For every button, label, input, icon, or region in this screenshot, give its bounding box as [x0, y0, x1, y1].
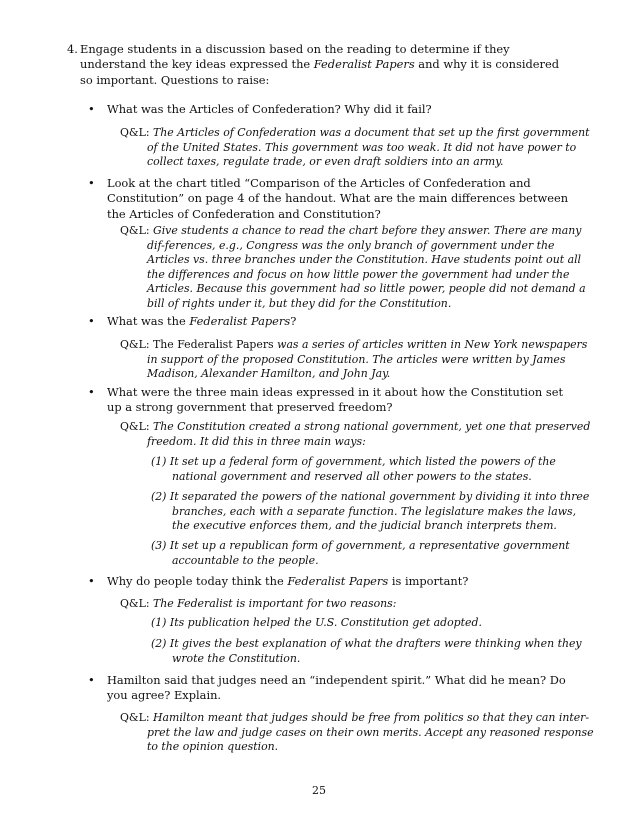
question-text: What was the Federalist Papers?	[107, 314, 297, 328]
point-number: (1)	[151, 616, 167, 629]
question-text: Look at the chart titled “Comparison of the Articles of Confederation and Constitution” on page 4 of the handout. What are the main differences between the Articles of Confederation and Constitution?	[107, 176, 569, 221]
answer-4	[120, 420, 599, 449]
bullet: •	[88, 314, 95, 328]
qa-label: Q&L:	[120, 126, 150, 139]
point-text: It gives the best explanation of what the drafters were thinking when they wrote the Constitution.	[169, 637, 582, 665]
discussion-item	[67, 42, 572, 88]
answer-text: The Constitution created a strong national government, yet one that preserved freedom. It did this in three main ways:	[147, 420, 591, 448]
qa-label: Q&L:	[120, 224, 150, 237]
answer-6	[120, 711, 599, 755]
bullet: •	[88, 385, 95, 399]
question-text: What were the three main ideas expressed in it about how the Constitution set up a strong government that preserved freedom?	[107, 385, 564, 415]
answer-text: Hamilton meant that judges should be free from politics so that they can inter-pret the law and judge cases on their own merits. Accept any reasoned response to the opinion question.	[147, 711, 594, 754]
answer-5	[120, 597, 599, 612]
answer-1	[120, 126, 599, 170]
qa-label: Q&L:	[120, 338, 150, 351]
qa-label: Q&L:	[120, 711, 150, 724]
answer-5-point-1	[151, 616, 593, 631]
question-text: What was the Articles of Confederation? Why did it fail?	[107, 102, 432, 116]
question-6	[88, 673, 572, 704]
point-text: It set up a republican form of government, a representative government accountable to the people.	[169, 539, 570, 567]
question-5	[88, 574, 572, 589]
item-intro-text: Engage students in a discussion based on the reading to determine if they understand the key ideas expressed the	[80, 42, 510, 72]
bullet: •	[88, 574, 95, 588]
qa-label: Q&L:	[120, 597, 150, 610]
item-intro-title: Federalist Papers	[313, 57, 415, 72]
question-2	[88, 176, 572, 222]
answer-3: Q&L: The Federalist Papers was a series of articles written in New York newspapers in support of the proposed Constitution. The articles were written by James Madison, Alexander Hamilton, and John Jay.	[120, 338, 588, 381]
answer-text: The Articles of Confederation was a document that set up the first government of the United States. This government was too weak. It did not have power to collect taxes, regulate trade, or even draft soldiers into an army.	[147, 126, 590, 169]
question-title: Federalist Papers	[189, 314, 291, 328]
item-intro-text-end: and why it is considered so important. Questions to raise:	[80, 57, 559, 87]
answer-4-point-2	[151, 490, 593, 534]
question-text: Why do people today think the Federalist Papers is important?	[107, 574, 469, 588]
question-3	[88, 314, 572, 329]
question-1	[88, 102, 572, 117]
answer-2	[120, 224, 599, 312]
question-text: Hamilton said that judges need an “independent spirit.” What did he mean? Do you agree? Explain.	[107, 673, 566, 703]
answer-4-point-1	[151, 455, 593, 484]
point-number: (2)	[151, 490, 167, 503]
point-text: Its publication helped the U.S. Constitution get adopted.	[169, 616, 482, 629]
answer-text: The Federalist is important for two reasons:	[153, 597, 397, 610]
answer-5-point-2	[151, 637, 593, 666]
page-number: 25	[312, 784, 326, 797]
answer-text: Give students a chance to read the chart before they answer. There are many dif-ferences, e.g., Congress was the only branch of government under the Articles vs. three branches under the Constitution. Have students point out all the differences and focus on how little power the government had under the Articles. Because this government had so little power, people did not demand a bill of rights under it, but they did for the Constitution.	[147, 224, 586, 310]
question-title: Federalist Papers	[287, 574, 389, 588]
bullet: •	[88, 176, 95, 190]
answer-text: was a series of articles written in New York newspapers in support of the proposed Constitution. The articles were written by James Madison, Alexander Hamilton, and John Jay.	[147, 338, 588, 381]
question-4	[88, 385, 572, 416]
point-text: It separated the powers of the national government by dividing it into three branches, each with a separate function. The legislature makes the laws, the executive enforces them, and the judicial branch interprets them.	[169, 490, 590, 533]
item-number: 4.	[67, 42, 78, 56]
qa-label: Q&L:	[120, 420, 150, 433]
answer-4-point-3	[151, 539, 593, 568]
point-text: It set up a federal form of government, which listed the powers of the national government and reserved all other powers to the states.	[169, 455, 556, 483]
answer-title: Federalist Papers	[177, 338, 274, 351]
point-number: (1)	[151, 455, 167, 468]
bullet: •	[88, 673, 95, 687]
bullet: •	[88, 102, 95, 116]
point-number: (2)	[151, 637, 167, 650]
point-number: (3)	[151, 539, 167, 552]
